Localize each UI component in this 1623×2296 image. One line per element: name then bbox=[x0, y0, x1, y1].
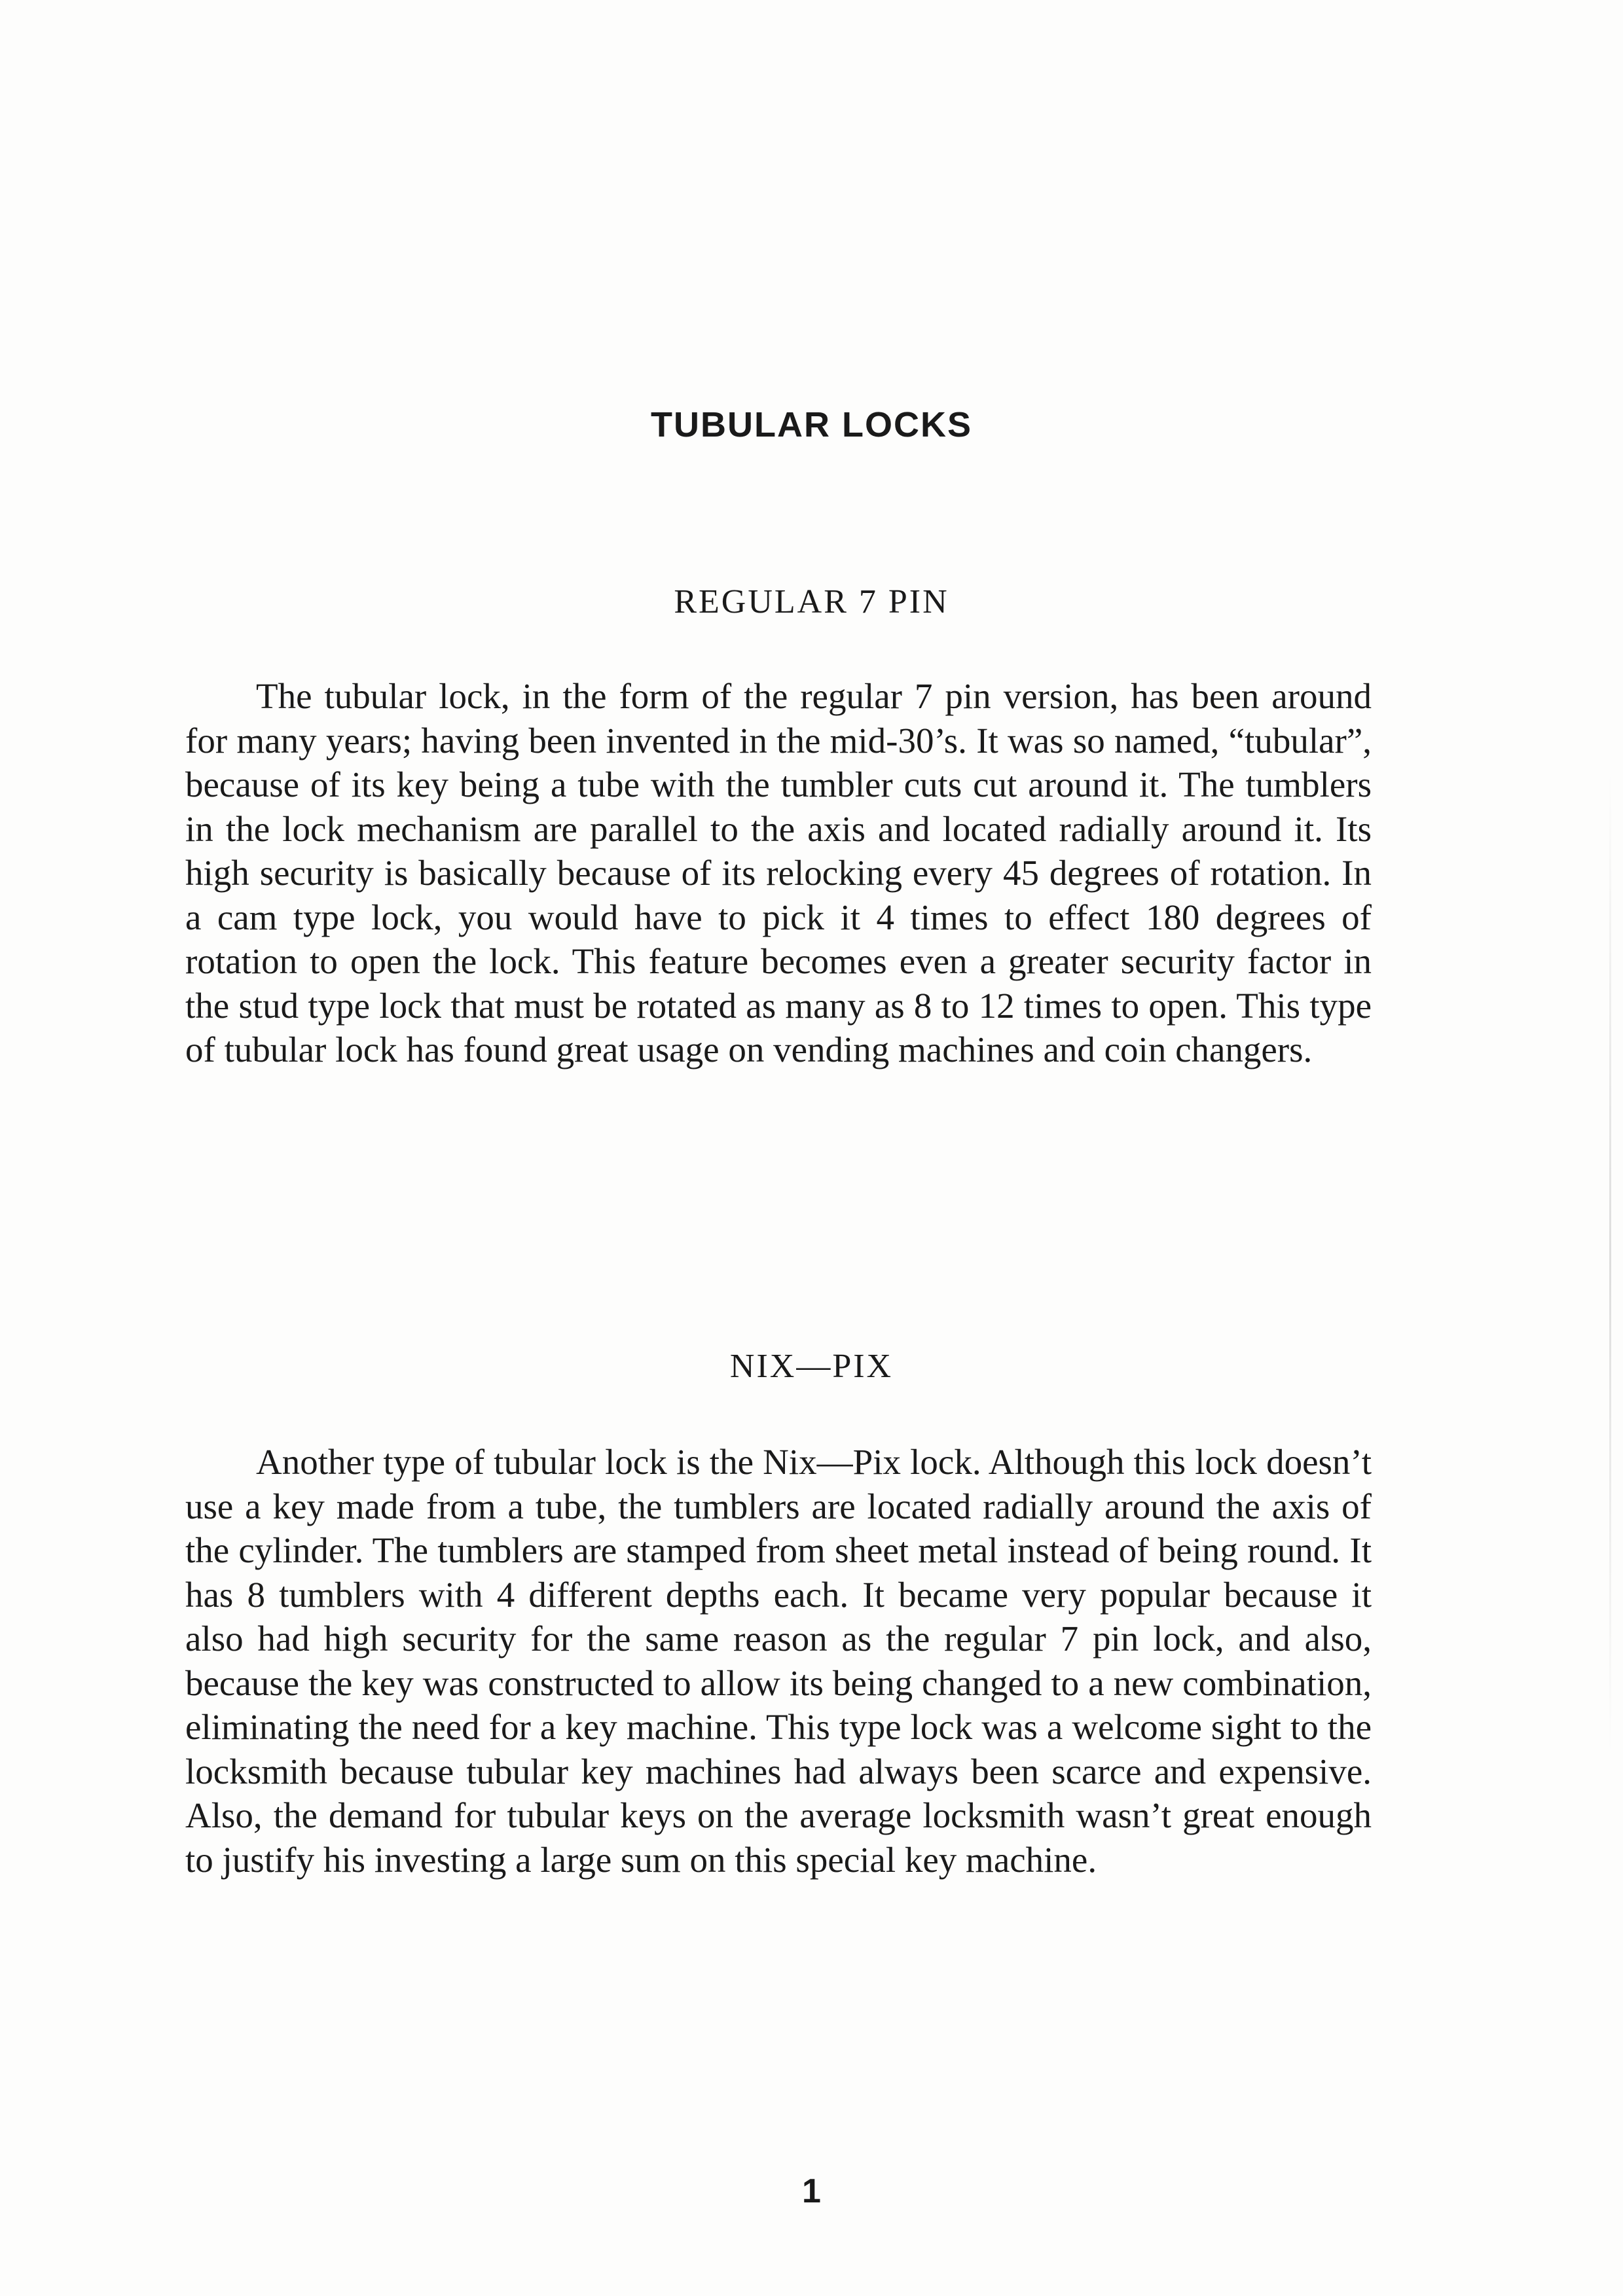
paragraph-regular-7-pin: The tubular lock, in the form of the regular 7 pin version, has been around for many years; having been invented in the mid-30’s. It was so named, “tubular”, because of its key being a tube with the tumbler cuts cut around it. The tumblers in the lock mechanism are parallel to the axis and located radially around it. Its high security is basically because of its relocking every 45 degrees of rotation. In a cam type lock, you would have to pick it 4 times to effect 180 degrees of rotation to open the lock. This feature becomes even a greater security factor in the stud type lock that must be rotated as many as 8 to 12 times to open. This type of tubular lock has found great usage on vending machines and coin changers. bbox=[185, 676, 1372, 1069]
section-heading-regular-7-pin: REGULAR 7 PIN bbox=[674, 583, 949, 620]
chapter-title: TUBULAR LOCKS bbox=[651, 405, 972, 444]
section-heading-nix-pix: NIX—PIX bbox=[729, 1348, 894, 1385]
page-number: 1 bbox=[802, 2172, 821, 2210]
paragraph-nix-pix: Another type of tubular lock is the Nix—Pix lock. Although this lock doesn’t use a key made from a tube, the tumblers are located radially around the axis of the cylinder. The tumblers are stamped from sheet metal instead of being round. It has 8 tumblers with 4 different depths each. It became very popular because it also had high security for the same reason as the regular 7 pin lock, and also, because the key was constructed to allow its being changed to a new combination, eliminating the need for a key machine. This type lock was a welcome sight to the locksmith because tubular key machines had always been scarce and expensive. Also, the demand for tubular keys on the average locksmith wasn’t great enough to justify his investing a large sum on this special key machine. bbox=[185, 1442, 1372, 1880]
scan-edge-shadow bbox=[1609, 772, 1611, 1754]
